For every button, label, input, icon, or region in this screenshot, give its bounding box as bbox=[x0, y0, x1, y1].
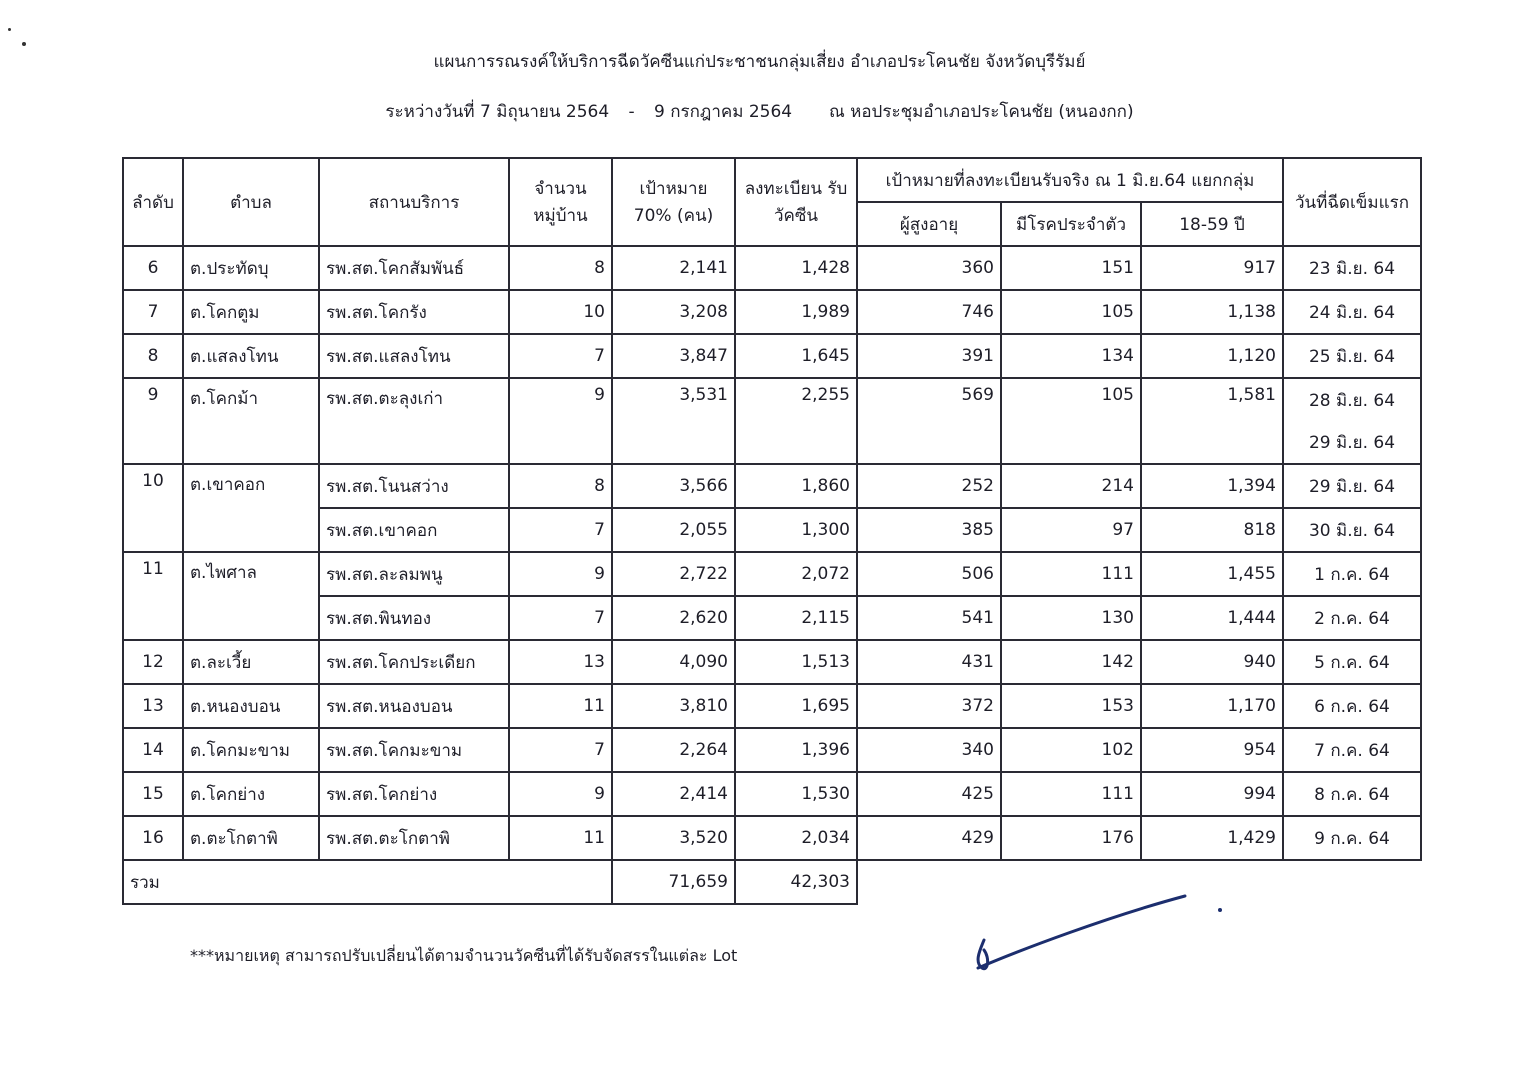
cell-registered: 1,428 bbox=[735, 246, 857, 290]
cell-order: 16 bbox=[123, 816, 183, 860]
cell-age: 1,581 bbox=[1141, 378, 1283, 464]
cell-subdistrict: ต.โคกมะขาม bbox=[183, 728, 319, 772]
table-row bbox=[123, 290, 1421, 334]
table-row bbox=[123, 816, 1421, 860]
cell-registered: 2,115 bbox=[735, 596, 857, 640]
cell-elderly: 746 bbox=[857, 290, 1001, 334]
cell-order: 15 bbox=[123, 772, 183, 816]
cell-subdistrict: ต.ตะโกตาพิ bbox=[183, 816, 319, 860]
cell-age: 1,444 bbox=[1141, 596, 1283, 640]
cell-chronic: 176 bbox=[1001, 816, 1141, 860]
header-facility: สถานบริการ bbox=[319, 158, 509, 246]
cell-target: 2,264 bbox=[612, 728, 735, 772]
cell-facility: รพ.สต.พินทอง bbox=[319, 596, 509, 640]
date-to: 9 กรกฎาคม 2564 bbox=[653, 102, 793, 122]
cell-subdistrict: ต.ละเวี้ย bbox=[183, 640, 319, 684]
cell-elderly: 385 bbox=[857, 508, 1001, 552]
cell-villages: 11 bbox=[509, 816, 612, 860]
cell-facility: รพ.สต.ละลมพนู bbox=[319, 552, 509, 596]
cell-age: 954 bbox=[1141, 728, 1283, 772]
cell-target: 4,090 bbox=[612, 640, 735, 684]
cell-villages: 9 bbox=[509, 378, 612, 464]
cell-elderly: 541 bbox=[857, 596, 1001, 640]
cell-date: 24 มิ.ย. 64 bbox=[1283, 290, 1421, 334]
cell-elderly: 340 bbox=[857, 728, 1001, 772]
header-elderly: ผู้สูงอายุ bbox=[857, 202, 1001, 246]
cell-date: 5 ก.ค. 64 bbox=[1283, 640, 1421, 684]
cell-order: 8 bbox=[123, 334, 183, 378]
header-subdistrict: ตำบล bbox=[183, 158, 319, 246]
cell-villages: 7 bbox=[509, 334, 612, 378]
header-chronic: มีโรคประจำตัว bbox=[1001, 202, 1141, 246]
cell-registered: 1,989 bbox=[735, 290, 857, 334]
cell-date: 9 ก.ค. 64 bbox=[1283, 816, 1421, 860]
cell-facility: รพ.สต.โคกสัมพันธ์ bbox=[319, 246, 509, 290]
cell-villages: 7 bbox=[509, 596, 612, 640]
header-first-dose: วันที่ฉีดเข็มแรก bbox=[1283, 158, 1421, 246]
cell-target: 3,208 bbox=[612, 290, 735, 334]
date-from: ระหว่างวันที่ 7 มิถุนายน 2564 bbox=[385, 102, 610, 122]
cell-order: 9 bbox=[123, 378, 183, 464]
header-target: เป้าหมาย 70% (คน) bbox=[612, 158, 735, 246]
cell-registered: 2,255 bbox=[735, 378, 857, 464]
cell-target: 3,566 bbox=[612, 464, 735, 508]
cell-facility: รพ.สต.แสลงโทน bbox=[319, 334, 509, 378]
cell-date: 25 มิ.ย. 64 bbox=[1283, 334, 1421, 378]
cell-age: 1,455 bbox=[1141, 552, 1283, 596]
table-row bbox=[123, 640, 1421, 684]
cell-subdistrict: ต.แสลงโทน bbox=[183, 334, 319, 378]
cell-elderly: 252 bbox=[857, 464, 1001, 508]
cell-target: 3,520 bbox=[612, 816, 735, 860]
cell-date: 30 มิ.ย. 64 bbox=[1283, 508, 1421, 552]
table-row bbox=[123, 684, 1421, 728]
cell-age: 1,120 bbox=[1141, 334, 1283, 378]
cell-chronic: 111 bbox=[1001, 552, 1141, 596]
cell-villages: 9 bbox=[509, 772, 612, 816]
cell-villages: 13 bbox=[509, 640, 612, 684]
table-row bbox=[123, 728, 1421, 772]
cell-age: 1,170 bbox=[1141, 684, 1283, 728]
cell-date: 7 ก.ค. 64 bbox=[1283, 728, 1421, 772]
cell-target: 2,414 bbox=[612, 772, 735, 816]
cell-date: 6 ก.ค. 64 bbox=[1283, 684, 1421, 728]
cell-facility: รพ.สต.หนองบอน bbox=[319, 684, 509, 728]
cell-registered: 1,300 bbox=[735, 508, 857, 552]
cell-age: 940 bbox=[1141, 640, 1283, 684]
cell-subdistrict: ต.เขาคอก bbox=[183, 464, 319, 552]
header-group: เป้าหมายที่ลงทะเบียนรับจริง ณ 1 มิ.ย.64 แยกกลุ่ม bbox=[857, 158, 1283, 202]
scan-speck bbox=[8, 28, 11, 31]
cell-facility: รพ.สต.ตะโกตาพิ bbox=[319, 816, 509, 860]
cell-date: 29 มิ.ย. 64 bbox=[1283, 464, 1421, 508]
cell-chronic: 102 bbox=[1001, 728, 1141, 772]
cell-target: 3,847 bbox=[612, 334, 735, 378]
cell-registered: 1,645 bbox=[735, 334, 857, 378]
cell-order: 14 bbox=[123, 728, 183, 772]
cell-date-second: 29 มิ.ย. 64 bbox=[1283, 421, 1421, 464]
header-registered: ลงทะเบียน รับวัคซีน bbox=[735, 158, 857, 246]
cell-target: 2,055 bbox=[612, 508, 735, 552]
cell-age: 917 bbox=[1141, 246, 1283, 290]
cell-chronic: 134 bbox=[1001, 334, 1141, 378]
document-subtitle bbox=[0, 98, 1519, 125]
cell-registered: 2,072 bbox=[735, 552, 857, 596]
cell-facility: รพ.สต.โคกรัง bbox=[319, 290, 509, 334]
cell-target: 3,810 bbox=[612, 684, 735, 728]
cell-elderly: 569 bbox=[857, 378, 1001, 464]
cell-chronic: 153 bbox=[1001, 684, 1141, 728]
total-label: รวม bbox=[123, 860, 612, 904]
venue: ณ หอประชุมอำเภอประโคนชัย (หนองกก) bbox=[828, 102, 1134, 122]
table-row bbox=[123, 334, 1421, 378]
total-target: 71,659 bbox=[612, 860, 735, 904]
cell-elderly: 425 bbox=[857, 772, 1001, 816]
cell-subdistrict: ต.โคกตูม bbox=[183, 290, 319, 334]
cell-registered: 1,396 bbox=[735, 728, 857, 772]
cell-subdistrict: ต.โคกม้า bbox=[183, 378, 319, 464]
table-row bbox=[123, 378, 1421, 421]
cell-facility: รพ.สต.เขาคอก bbox=[319, 508, 509, 552]
cell-villages: 7 bbox=[509, 508, 612, 552]
cell-villages: 7 bbox=[509, 728, 612, 772]
cell-villages: 8 bbox=[509, 464, 612, 508]
table-row bbox=[123, 246, 1421, 290]
cell-order: 6 bbox=[123, 246, 183, 290]
header-age: 18-59 ปี bbox=[1141, 202, 1283, 246]
cell-age: 818 bbox=[1141, 508, 1283, 552]
cell-registered: 1,530 bbox=[735, 772, 857, 816]
header-villages: จำนวน หมู่บ้าน bbox=[509, 158, 612, 246]
cell-subdistrict: ต.หนองบอน bbox=[183, 684, 319, 728]
table-row bbox=[123, 552, 1421, 596]
cell-chronic: 130 bbox=[1001, 596, 1141, 640]
cell-villages: 9 bbox=[509, 552, 612, 596]
cell-date: 8 ก.ค. 64 bbox=[1283, 772, 1421, 816]
cell-chronic: 151 bbox=[1001, 246, 1141, 290]
cell-facility: รพ.สต.โนนสว่าง bbox=[319, 464, 509, 508]
cell-subdistrict: ต.โคกย่าง bbox=[183, 772, 319, 816]
footnote: ***หมายเหตุ สามารถปรับเปลี่ยนได้ตามจำนวนวัคซีนที่ได้รับจัดสรรในแต่ละ Lot bbox=[190, 946, 738, 965]
cell-order: 7 bbox=[123, 290, 183, 334]
document-title: แผนการรณรงค์ให้บริการฉีดวัคซีนแก่ประชาชนกลุ่มเสี่ยง อำเภอประโคนชัย จังหวัดบุรีรัมย์ bbox=[433, 52, 1086, 72]
cell-age: 1,394 bbox=[1141, 464, 1283, 508]
cell-villages: 8 bbox=[509, 246, 612, 290]
cell-facility: รพ.สต.ตะลุงเก่า bbox=[319, 378, 509, 464]
cell-order: 13 bbox=[123, 684, 183, 728]
cell-target: 2,722 bbox=[612, 552, 735, 596]
cell-target: 2,620 bbox=[612, 596, 735, 640]
cell-age: 1,138 bbox=[1141, 290, 1283, 334]
cell-order: 12 bbox=[123, 640, 183, 684]
cell-elderly: 431 bbox=[857, 640, 1001, 684]
cell-elderly: 391 bbox=[857, 334, 1001, 378]
scan-speck bbox=[22, 42, 26, 46]
cell-target: 2,141 bbox=[612, 246, 735, 290]
cell-order: 11 bbox=[123, 552, 183, 640]
cell-chronic: 214 bbox=[1001, 464, 1141, 508]
cell-subdistrict: ต.ไพศาล bbox=[183, 552, 319, 640]
cell-age: 1,429 bbox=[1141, 816, 1283, 860]
cell-elderly: 372 bbox=[857, 684, 1001, 728]
vaccination-schedule-table bbox=[122, 157, 1422, 905]
cell-facility: รพ.สต.โคกย่าง bbox=[319, 772, 509, 816]
cell-chronic: 105 bbox=[1001, 378, 1141, 464]
cell-elderly: 360 bbox=[857, 246, 1001, 290]
cell-registered: 1,860 bbox=[735, 464, 857, 508]
cell-elderly: 429 bbox=[857, 816, 1001, 860]
table-body bbox=[123, 246, 1421, 904]
cell-chronic: 97 bbox=[1001, 508, 1141, 552]
date-separator: - bbox=[628, 102, 635, 122]
total-registered: 42,303 bbox=[735, 860, 857, 904]
header-order: ลำดับ bbox=[123, 158, 183, 246]
cell-facility: รพ.สต.โคกมะขาม bbox=[319, 728, 509, 772]
cell-date: 1 ก.ค. 64 bbox=[1283, 552, 1421, 596]
signature bbox=[960, 888, 1230, 978]
cell-elderly: 506 bbox=[857, 552, 1001, 596]
cell-age: 994 bbox=[1141, 772, 1283, 816]
cell-date: 23 มิ.ย. 64 bbox=[1283, 246, 1421, 290]
table-row bbox=[123, 464, 1421, 508]
cell-subdistrict: ต.ประทัดบุ bbox=[183, 246, 319, 290]
cell-chronic: 111 bbox=[1001, 772, 1141, 816]
cell-chronic: 105 bbox=[1001, 290, 1141, 334]
cell-chronic: 142 bbox=[1001, 640, 1141, 684]
cell-order: 10 bbox=[123, 464, 183, 552]
table-row bbox=[123, 772, 1421, 816]
cell-date: 2 ก.ค. 64 bbox=[1283, 596, 1421, 640]
cell-facility: รพ.สต.โคกประเดียก bbox=[319, 640, 509, 684]
cell-date: 28 มิ.ย. 64 bbox=[1283, 378, 1421, 421]
cell-registered: 1,695 bbox=[735, 684, 857, 728]
cell-villages: 11 bbox=[509, 684, 612, 728]
table-header bbox=[123, 158, 1421, 246]
cell-registered: 1,513 bbox=[735, 640, 857, 684]
cell-villages: 10 bbox=[509, 290, 612, 334]
cell-registered: 2,034 bbox=[735, 816, 857, 860]
cell-target: 3,531 bbox=[612, 378, 735, 464]
